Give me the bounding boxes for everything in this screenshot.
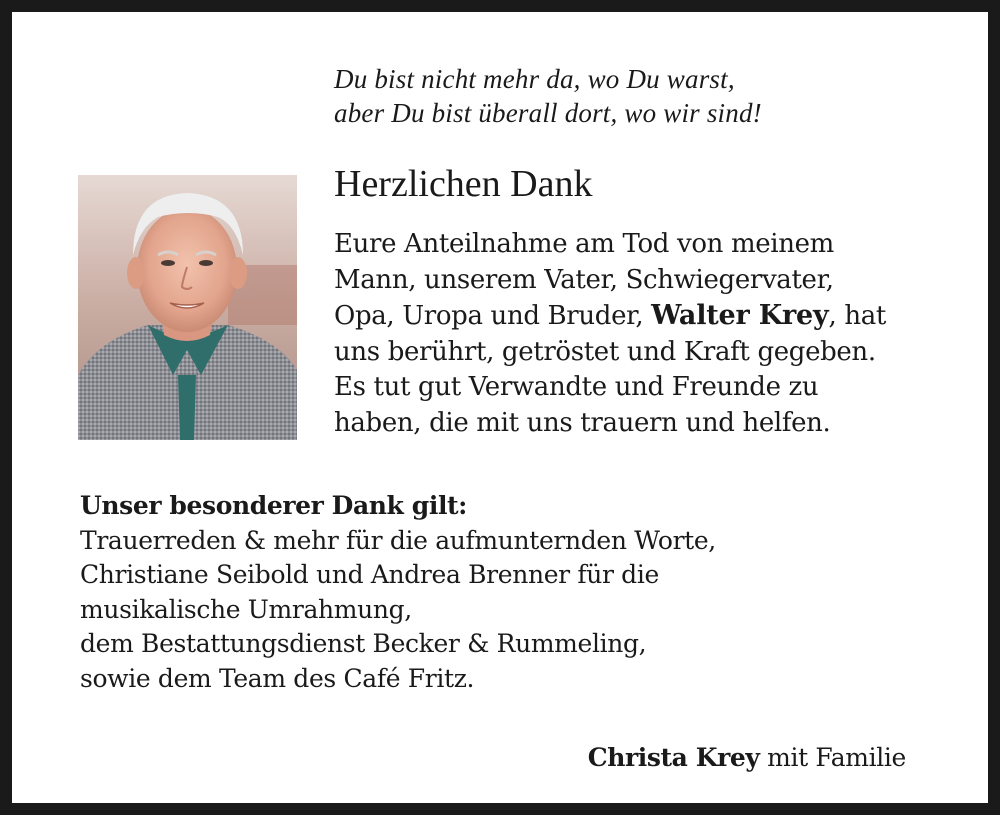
page-title: Herzlichen Dank: [334, 163, 593, 205]
thanks-line: Trauerreden & mehr für die aufmunternden Worte,: [80, 525, 716, 555]
signature: [588, 740, 906, 776]
special-thanks: [80, 489, 716, 696]
quote-line: Du bist nicht mehr da, wo Du warst,: [334, 64, 735, 94]
thanks-line: sowie dem Team des Café Fritz.: [80, 663, 475, 693]
message-line: Eure Anteilnahme am Tod von meinem: [334, 229, 834, 259]
signature-suffix: mit Familie: [759, 743, 906, 772]
deceased-name: Walter Krey: [651, 300, 829, 331]
memorial-quote: [334, 62, 762, 130]
quote-line: aber Du bist überall dort, wo wir sind!: [334, 98, 762, 128]
portrait-photo: [78, 175, 297, 440]
thanks-line: musikalische Umrahmung,: [80, 594, 412, 624]
message-line: uns berührt, getröstet und Kraft gegeben.: [334, 336, 876, 367]
message-line: haben, die mit uns trauern und helfen.: [334, 407, 831, 438]
message-line: [334, 298, 886, 335]
message-line: Mann, unserem Vater, Schwiegervater,: [334, 264, 834, 295]
special-thanks-heading: Unser besonderer Dank gilt:: [80, 491, 468, 520]
thanks-line: Christiane Seibold und Andrea Brenner für die: [80, 560, 659, 589]
message-text: [334, 227, 886, 441]
message-fragment: Opa, Uropa und Bruder,: [334, 301, 652, 331]
message-fragment: , hat: [828, 301, 887, 331]
thanks-line: dem Bestattungsdienst Becker & Rummeling,: [80, 629, 647, 658]
signature-name: Christa Krey: [587, 743, 760, 772]
portrait-image: [78, 175, 297, 440]
message-line: Es tut gut Verwandte und Freunde zu: [334, 372, 819, 402]
